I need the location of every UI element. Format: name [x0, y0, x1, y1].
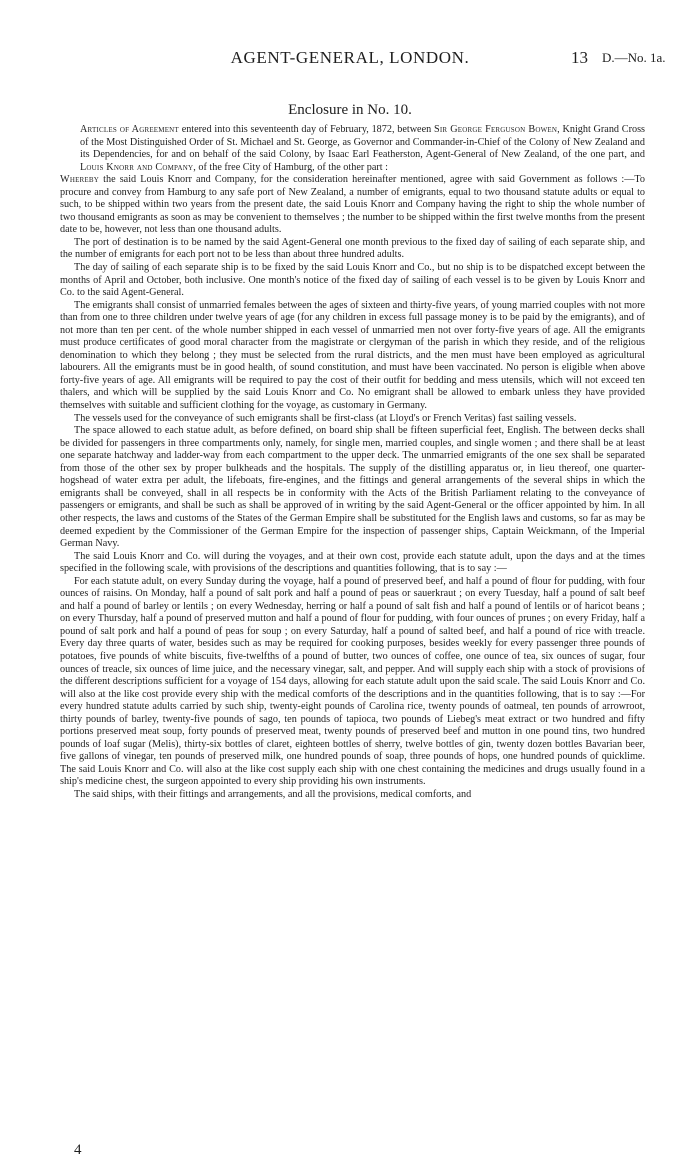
running-head-title: AGENT-GENERAL, LONDON. — [230, 48, 470, 67]
articles-text-a: entered into this seventeenth day of February, 1872, between — [178, 124, 434, 135]
articles-text-b: , Knight Grand Cross of the Most Distinguished Order of St. Michael and St. George, as Governor and Commander-in-Chief of the Colony of New Zealand and its Dependencies, for and on behalf of the said Colony, by Isaac Earl Featherston, Agent-General of New Zealand, of the one part, and — [80, 124, 645, 161]
articles-caps: Articles of Agreement — [80, 124, 179, 135]
paragraph-space-allowed: The space allowed to each statue adult, as before defined, on board ship shall be fifteen superficial feet, English. The between decks shall be divided for passengers in three compartments only, namely, for single men, married couples, and single women ; and there shall be at least one separate hatchway and ladder-way from each compartment to the upper deck. The unmarried emigrants of the one sex shall be separated from those of the other sex by proper bulkheads and the hospitals. The supply of the distilling apparatus or, in lieu thereof, one quarter-hogshead of water extra per adult, the lifeboats, fire-engines, and the fittings and general arrangements of the several ships in which the emigrants shall be conveyed, shall in all respects be in conformity with the Acts of the British Parliament relating to the conveyance of passengers or emigrants, and shall be such as shall be approved of in writing by the said Agent-General or the officer appointed by him. In all other respects, the laws and customs of the States of the German Empire shall be substituted for the English laws and customs, so far as may be deemed expedient by the Commissioner of the German Empire for the inspection of passenger ships, Captain Weickmann, of the Imperial German Navy. — [60, 425, 645, 550]
articles-opening-paragraph — [60, 124, 645, 174]
page-number: 13 — [571, 48, 588, 67]
paragraph-ships-fittings: The said ships, with their fittings and arrangements, and all the provisions, medical comforts, and — [74, 788, 472, 800]
paragraph-emigrants: The emigrants shall consist of unmarried females between the ages of sixteen and thirty-five years, of young married couples with not more than from one to three children under twelve years of age (for any children in excess full passage money is to be paid by the emigrants), and of not more than ten per cent. of the whole number shipped in each vessel of unmarried men not over forty-five years of age. All the emigrants must produce certificates of good moral character from the magistrate or clergyman of the parish in which they reside, and of the religious denomination to which they belong ; they must be selected from the rural districts, and the men must have been employed as agricultural labourers. All the emigrants must be in good health, of sound constitution, and must have been vaccinated. No person is eligible when above forty-five years of age. All emigrants will be required to pay the cost of their outfit for bedding and mess utensils, which will not exceed ten thalers, and which will be supplied by the said Louis Knorr and Co. No emigrant shall be allowed to embark unless they have provided themselves with suitable and sufficient clothing for the voyage, as customary in Germany. — [60, 299, 645, 412]
document-reference: D.—No. 1a. — [602, 50, 666, 65]
paragraph-port-of-destination: The port of destination is to be named by the said Agent-General one month previous to the fixed day of sailing of each separate ship, and the number of emigrants for each port not to be less than about three hundred adults. — [60, 236, 645, 261]
enclosure-heading: Enclosure in No. 10. — [288, 102, 412, 118]
signature-mark: 4 — [74, 1142, 82, 1158]
paragraph-provisions-scale: For each statute adult, on every Sunday during the voyage, half a pound of preserved beef, and half a pound of flour for pudding, with four ounces of raisins. On Monday, half a pound of salt pork and half a pound of peas or sauerkraut ; on every Tuesday, half a pound of salt beef and half a pound of barley or lentils ; on every Wednesday, herring or half a pound of salt fish and half a pound of lentils or of haricot beans ; on every Thursday, half a pound of preserved mutton and half a pound of flour for pudding, with four ounces of prunes ; on every Friday, half a pound of salt pork and half a pound of peas for soup ; on every Saturday, half a pound of salted beef, and half a pound of rice with treacle. Every day three quarts of water, besides such as may be required for cooking purposes, besides weekly for every passenger three pounds of potatoes, five pounds of white biscuits, five-twelfths of a pound of butter, two ounces of coffee, one ounce of tea, six ounces of sugar, four ounces of treacle, six ounces of lime juice, and the necessary vinegar, salt, and pepper. And will supply each ship with a stock of provisions of the different descriptions sufficient for a voyage of 154 days, allowing for each statute adult upon the said scale. The said Louis Knorr and Co. will also at the like cost provide every ship with the medical comforts of the descriptions and in the quantities following, that is to say :—For every hundred statute adults carried by such ship, twenty-eight pounds of Carolina rice, twenty pounds of oatmeal, ten pounds of arrowroot, thirty pounds of barley, twenty-five pounds of sago, ten pounds of tapioca, two pounds of Liebeg's meat extract or two hundred and fifty portions preserved meat soup, forty pounds of preserved meat, twenty pounds of preserved beef and mutton in one pound tins, two hundred pounds of loaf sugar (Melis), thirty-six bottles of claret, eighteen bottles of sherry, twelve bottles of gin, twenty dozen bottles Bavarian beer, five gallons of vinegar, ten pounds of preserved milk, one hundred pounds of soap, three pounds of hops, one hundred pounds of quicklime. The said Louis Knorr and Co. will also at the like cost supply each ship with one chest containing the medicines and drugs usually found in a ship's medicine chest, the surgeon appointed to every ship providing his own instruments. — [60, 575, 645, 788]
party-one-name: Sir George Ferguson Bowen — [433, 124, 558, 135]
running-head — [0, 48, 700, 74]
document-body — [60, 124, 645, 802]
articles-text-c: , of the free City of Hamburg, of the other part : — [193, 161, 388, 173]
paragraph-day-of-sailing: The day of sailing of each separate ship is to be fixed by the said Louis Knorr and Co., but no ship is to be dispatched except between the months of April and October, both inclusive. One month's notice of the fixed day of sailing of each vessel is to be given by Louis Knorr and Co. to the said Agent-General. — [60, 262, 645, 299]
party-two-name: Louis Knorr and Company — [80, 161, 194, 173]
whereby-caps: Whereby — [60, 174, 100, 186]
paragraph-provisions-intro: The said Louis Knorr and Co. will during the voyages, and at their own cost, provide each statute adult, upon the days and at the times specified in the following scale, with provisions of the descriptions and quantities following, that is to say :— — [60, 550, 645, 575]
whereby-text: the said Louis Knorr and Company, for the consideration hereinafter mentioned, agree with said Government as follows :—To procure and convey from Hamburg to any safe port of New Zealand, a number of emigrants, equal to two thousand statute adults or equal to such, to be shipped within two years from the present date, the said Louis Knorr and Company having the right to ship the whole number of two thousand emigrants as soon as may be convenient to themselves ; the number to be shipped within the first twelve months from the present date to be, however, not less than one thousand adults. — [60, 174, 645, 236]
whereby-paragraph — [60, 174, 645, 237]
paragraph-vessels: The vessels used for the conveyance of such emigrants shall be first-class (at Lloyd's or French Veritas) fast sailing vessels. — [74, 412, 577, 424]
